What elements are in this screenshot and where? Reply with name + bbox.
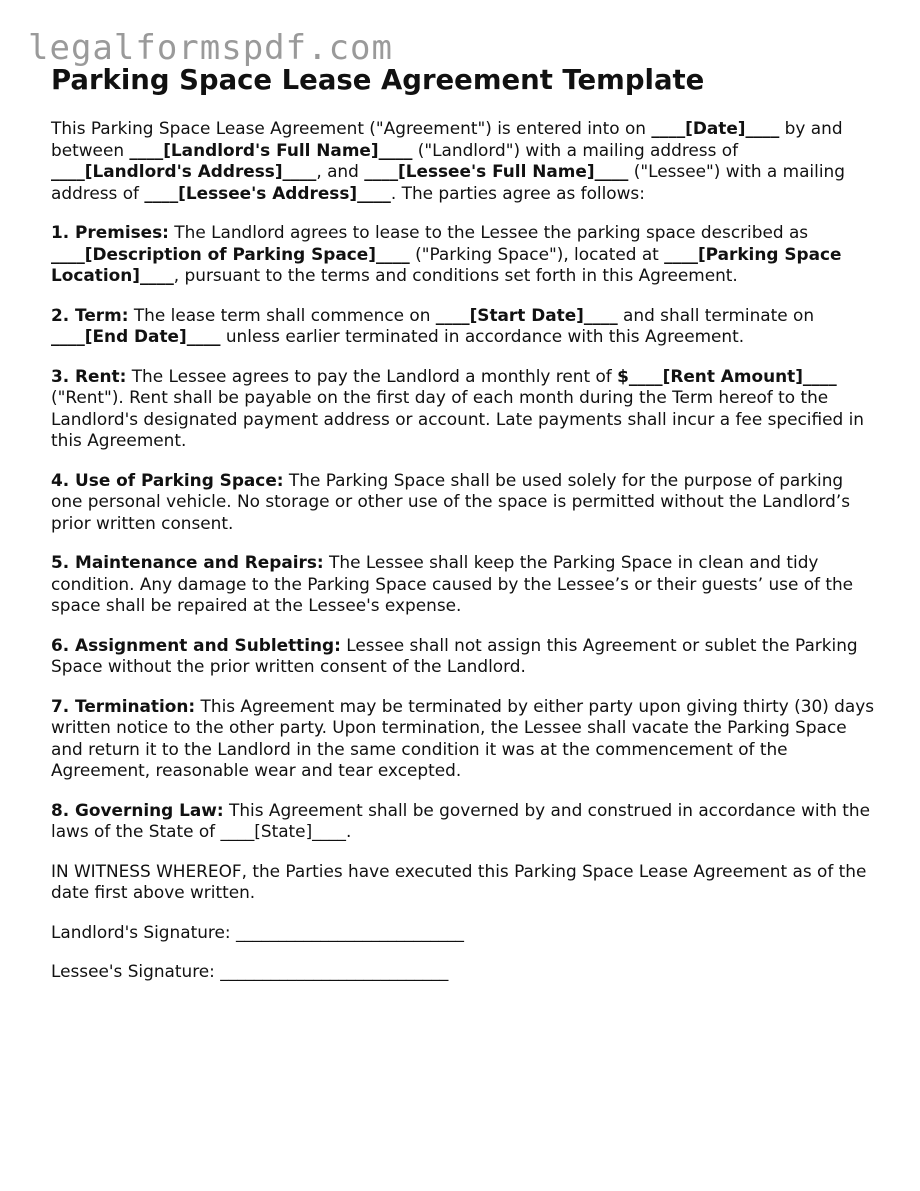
lessee-address-placeholder: ____[Lessee's Address]____: [144, 182, 391, 203]
section-text: The Lessee shall keep the Parking Space in clean and tidy condition. Any damage to the Parking Space caused by the Lessee’s or their guests’ use of the space shall be repaired at the Lessee's expense.: [51, 552, 854, 615]
parking-description-placeholder: ____[Description of Parking Space]____: [51, 243, 410, 264]
section-heading: 7. Termination:: [51, 695, 196, 716]
section-text: ("Parking Space"), located at: [409, 243, 665, 264]
landlord-address-placeholder: ____[Landlord's Address]____: [51, 161, 317, 181]
watermark-logo: legalformspdf.com: [28, 28, 393, 68]
section-text: ("Rent"). Rent shall be payable on the first day of each month during the Term hereof to the Landlord's designated payment address or account. Late payments shall incur a fee specified in this Agreement.: [51, 387, 864, 450]
section-termination: [51, 696, 877, 782]
section-governing-law: [51, 800, 877, 843]
section-text: The Parking Space shall be used solely for the purpose of parking one personal vehicle. No storage or other use of the space is permitted without the Landlord’s prior written consent.: [51, 469, 851, 533]
intro-text: by and between: [51, 118, 843, 160]
section-text: The lease term shall commence on: [128, 304, 436, 325]
section-rent: [51, 366, 877, 452]
section-text: This Agreement may be terminated by either party upon giving thirty (30) days written notice to the other party. Upon termination, the Lessee shall vacate the Parking Space and return it to the Landlord in the same condition it was at the commencement of the Agreement, reasonable wear and tear excepted.: [51, 695, 875, 780]
section-heading: 5. Maintenance and Repairs:: [51, 552, 324, 572]
section-text: The Landlord agrees to lease to the Lessee the parking space described as: [168, 222, 809, 242]
section-heading: 3. Rent:: [51, 365, 127, 386]
intro-text: ("Landlord") with a mailing address of: [412, 139, 739, 160]
section-text: , pursuant to the terms and conditions set forth in this Agreement.: [173, 265, 738, 285]
witness-paragraph: IN WITNESS WHEREOF, the Parties have executed this Parking Space Lease Agreement as of the date first above written.: [51, 860, 867, 902]
date-placeholder: ____[Date]____: [651, 118, 780, 138]
section-assignment: [51, 635, 877, 678]
landlord-name-placeholder: ____[Landlord's Full Name]____: [129, 139, 413, 160]
lessee-name-placeholder: ____[Lessee's Full Name]____: [364, 161, 629, 181]
section-heading: 8. Governing Law:: [51, 799, 224, 820]
intro-text: This Parking Space Lease Agreement ("Agreement") is entered into on: [51, 118, 652, 138]
intro-paragraph: [51, 118, 877, 204]
section-term: [51, 305, 877, 348]
document-body: [51, 118, 877, 1001]
intro-text: ("Lessee") with a mailing address of: [51, 161, 845, 203]
section-maintenance: [51, 552, 877, 617]
start-date-placeholder: ____[Start Date]____: [435, 304, 618, 325]
section-heading: 6. Assignment and Subletting:: [51, 634, 341, 655]
document-title: Parking Space Lease Agreement Template: [51, 64, 705, 96]
section-text: and shall terminate on: [617, 304, 815, 325]
landlord-signature-line: Landlord's Signature: ___________________________: [51, 921, 464, 942]
lessee-signature-line: Lessee's Signature: ___________________________: [51, 961, 449, 981]
intro-text: , and: [316, 161, 365, 181]
section-text: The Lessee agrees to pay the Landlord a monthly rent of: [126, 365, 618, 386]
end-date-placeholder: ____[End Date]____: [51, 326, 221, 346]
section-text: unless earlier terminated in accordance with this Agreement.: [220, 326, 745, 346]
section-heading: 4. Use of Parking Space:: [51, 469, 284, 490]
section-premises: [51, 222, 877, 287]
parking-location-placeholder: ____[Parking Space Location]____: [51, 243, 842, 285]
section-text: Lessee shall not assign this Agreement or sublet the Parking Space without the prior written consent of the Landlord.: [51, 634, 858, 676]
section-text: This Agreement shall be governed by and construed in accordance with the laws of the State of ____[State]____.: [51, 799, 870, 841]
rent-amount-placeholder: $____[Rent Amount]____: [617, 365, 837, 386]
section-heading: 2. Term:: [51, 304, 129, 325]
intro-text: . The parties agree as follows:: [390, 182, 645, 203]
section-use: [51, 470, 877, 535]
section-heading: 1. Premises:: [51, 222, 169, 242]
